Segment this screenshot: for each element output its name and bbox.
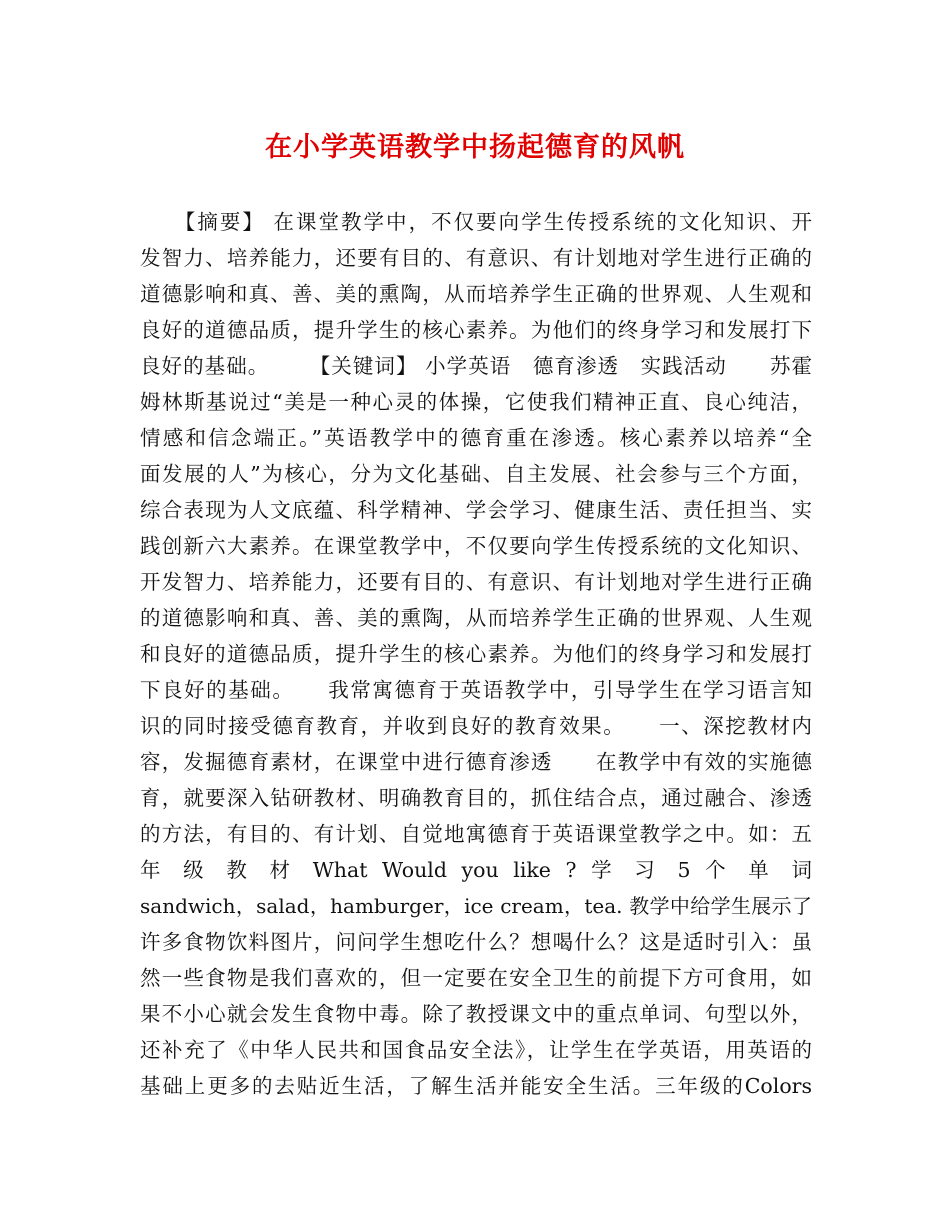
body-line: 许多食物饮料图片，问问学生想吃什么？想喝什么？这是适时引入：虽 (140, 930, 812, 954)
body-line: 容，发掘德育素材，在课堂中进行德育渗透 在教学中有效的实施德 (140, 750, 812, 774)
body-line: 发智力、培养能力，还要有目的、有意识、有计划地对学生进行正确的 (140, 246, 812, 270)
body-line: 育，就要深入钻研教材、明确教育目的，抓住结合点，通过融合、渗透 (140, 786, 812, 810)
body-line: 年 级 教 材 What Would you like ? 学 习 5 个 单 词 (140, 858, 812, 882)
body-line: 的方法，有目的、有计划、自觉地寓德育于英语课堂教学之中。如：五 (140, 822, 812, 846)
body-line: 的道德影响和真、善、美的熏陶，从而培养学生正确的世界观、人生观 (140, 606, 812, 630)
body-line: 综合表现为人文底蕴、科学精神、学会学习、健康生活、责任担当、实 (140, 498, 812, 522)
body-line: 和良好的道德品质，提升学生的核心素养。为他们的终身学习和发展打 (140, 642, 812, 666)
body-line: 面发展的人”为核心，分为文化基础、自主发展、社会参与三个方面， (140, 462, 812, 486)
body-line: 姆林斯基说过“美是一种心灵的体操，它使我们精神正直、良心纯洁， (140, 390, 812, 414)
body-line: 践创新六大素养。在课堂教学中，不仅要向学生传授系统的文化知识、 (140, 534, 812, 558)
body-line: 下良好的基础。 我常寓德育于英语教学中，引导学生在学习语言知 (140, 678, 812, 702)
body-line: 然一些食物是我们喜欢的，但一定要在安全卫生的前提下方可食用，如 (140, 966, 812, 990)
body-line: 良好的基础。 【关键词】 小学英语 德育渗透 实践活动 苏霍 (140, 354, 812, 378)
body-line: 还补充了《中华人民共和国食品安全法》，让学生在学英语，用英语的 (140, 1038, 812, 1062)
document-body (140, 204, 812, 1104)
body-line: 识的同时接受德育教育，并收到良好的教育效果。 一、深挖教材内 (140, 714, 812, 738)
body-line: 开发智力、培养能力，还要有目的、有意识、有计划地对学生进行正确 (140, 570, 812, 594)
body-line: 基础上更多的去贴近生活，了解生活并能安全生活。三年级的Colors (140, 1074, 812, 1098)
document-title: 在小学英语教学中扬起德育的风帆 (265, 132, 685, 163)
body-line: 情感和信念端正。”英语教学中的德育重在渗透。核心素养以培养“全 (140, 426, 812, 450)
body-line: 良好的道德品质，提升学生的核心素养。为他们的终身学习和发展打下 (140, 318, 812, 342)
body-line: 道德影响和真、善、美的熏陶，从而培养学生正确的世界观、人生观和 (140, 282, 812, 306)
body-line: sandwich，salad，hamburger，ice cream，tea. 教学中给学生展示了 (140, 894, 812, 918)
body-line: 【摘要】 在课堂教学中，不仅要向学生传授系统的文化知识、开 (140, 210, 812, 234)
body-line: 果不小心就会发生食物中毒。除了教授课文中的重点单词、句型以外， (140, 1002, 812, 1026)
